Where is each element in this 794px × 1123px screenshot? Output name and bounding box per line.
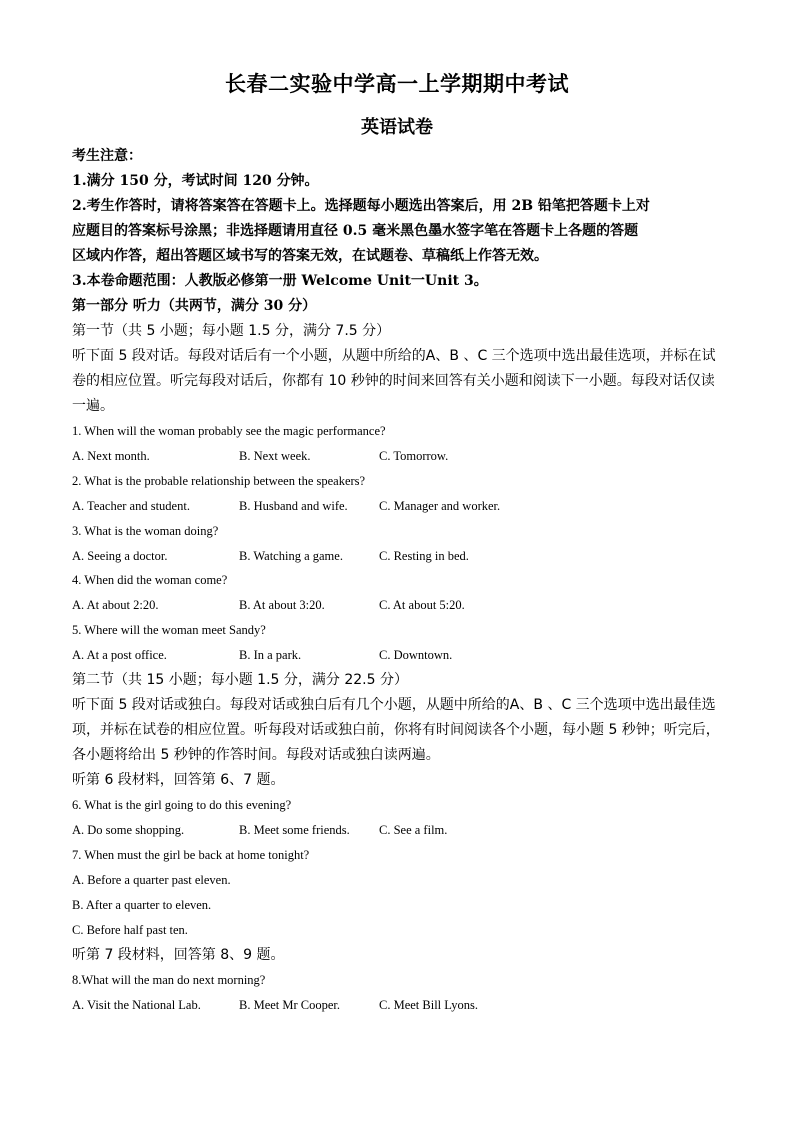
question-3-options	[72, 546, 532, 566]
material-6-heading: 听第 6 段材料，回答第 6、7 题。	[72, 772, 285, 788]
question-2: 2. What is the probable relationship between the speakers?	[72, 474, 366, 488]
option-b: B. In a park.	[239, 648, 302, 662]
part1-heading: 第一部分 听力（共两节，满分 30 分）	[72, 298, 317, 314]
question-7-option-c: C. Before half past ten.	[72, 923, 188, 937]
option-c: C. Tomorrow.	[379, 449, 449, 463]
option-a: A. At about 2:20.	[72, 598, 159, 612]
option-c: C. See a film.	[379, 823, 448, 837]
section2-heading: 第二节（共 15 小题；每小题 1.5 分，满分 22.5 分）	[72, 672, 408, 688]
option-c: C. Meet Bill Lyons.	[379, 998, 478, 1012]
section1-instructions-line-3: 一遍。	[72, 398, 114, 414]
option-c: C. Manager and worker.	[379, 499, 501, 513]
section2-instructions-line-2: 项，并标在试卷的相应位置。听每段对话或独白前，你将有时间阅读各个小题，每小题 5 秒钟；听完后，	[72, 722, 720, 738]
option-c: C. Resting in bed.	[379, 549, 469, 563]
question-8: 8.What will the man do next morning?	[72, 973, 266, 987]
option-a: A. Do some shopping.	[72, 823, 185, 837]
option-b: B. Meet Mr Cooper.	[239, 998, 341, 1012]
option-b: B. Meet some friends.	[239, 823, 350, 837]
option-b: B. Watching a game.	[239, 549, 343, 563]
question-5-options	[72, 645, 532, 665]
notice-item-1: 1.满分 150 分，考试时间 120 分钟。	[72, 173, 319, 189]
option-a: A. Visit the National Lab.	[72, 998, 201, 1012]
option-a: A. At a post office.	[72, 648, 167, 662]
question-7: 7. When must the girl be back at home tonight?	[72, 848, 310, 862]
question-7-option-a: A. Before a quarter past eleven.	[72, 873, 231, 887]
question-4: 4. When did the woman come?	[72, 573, 228, 587]
question-8-options	[72, 995, 532, 1015]
notice-heading: 考生注意：	[72, 148, 142, 164]
question-5: 5. Where will the woman meet Sandy?	[72, 623, 266, 637]
option-b: B. Next week.	[239, 449, 311, 463]
question-1-options	[72, 446, 532, 466]
section2-instructions-line-1: 听下面 5 段对话或独白。每段对话或独白后有几个小题，从题中所给的A、B 、C 三个选项中选出最佳选	[72, 697, 716, 713]
question-2-options	[72, 496, 532, 516]
option-c: C. At about 5:20.	[379, 598, 465, 612]
notice-item-2-line-3: 区域内作答，超出答题区域书写的答案无效，在试题卷、草稿纸上作答无效。	[72, 248, 548, 264]
section1-heading: 第一节（共 5 小题；每小题 1.5 分，满分 7.5 分）	[72, 323, 391, 339]
question-7-option-b: B. After a quarter to eleven.	[72, 898, 212, 912]
notice-item-2-line-1: 2.考生作答时，请将答案答在答题卡上。选择题每小题选出答案后，用 2B 铅笔把答题卡上对	[72, 198, 650, 214]
question-1: 1. When will the woman probably see the magic performance?	[72, 424, 386, 438]
option-b: B. Husband and wife.	[239, 499, 348, 513]
question-6-options	[72, 820, 532, 840]
option-a: A. Teacher and student.	[72, 499, 190, 513]
page-subtitle: 英语试卷	[361, 117, 433, 138]
section1-instructions-line-1: 听下面 5 段对话。每段对话后有一个小题，从题中所给的A、B 、C 三个选项中选出最佳选项，并标在试	[72, 348, 716, 364]
question-6: 6. What is the girl going to do this evening?	[72, 798, 292, 812]
page-title: 长春二实验中学高一上学期期中考试	[225, 71, 569, 96]
section2-instructions-line-3: 各小题将给出 5 秒钟的作答时间。每段对话或独白读两遍。	[72, 747, 440, 763]
question-4-options	[72, 595, 532, 615]
option-a: A. Seeing a doctor.	[72, 549, 168, 563]
notice-item-3: 3.本卷命题范围：人教版必修第一册 Welcome Unit一Unit 3。	[72, 273, 488, 289]
notice-item-2-line-2: 应题目的答案标号涂黑；非选择题请用直径 0.5 毫米黑色墨水签字笔在答题卡上各题的答题	[72, 223, 639, 239]
material-7-heading: 听第 7 段材料，回答第 8、9 题。	[72, 947, 285, 963]
section1-instructions-line-2: 卷的相应位置。听完每段对话后，你都有 10 秒钟的时间来回答有关小题和阅读下一小题。每段对话仅读	[72, 373, 715, 389]
option-a: A. Next month.	[72, 449, 150, 463]
option-c: C. Downtown.	[379, 648, 453, 662]
question-3: 3. What is the woman doing?	[72, 524, 219, 538]
option-b: B. At about 3:20.	[239, 598, 325, 612]
